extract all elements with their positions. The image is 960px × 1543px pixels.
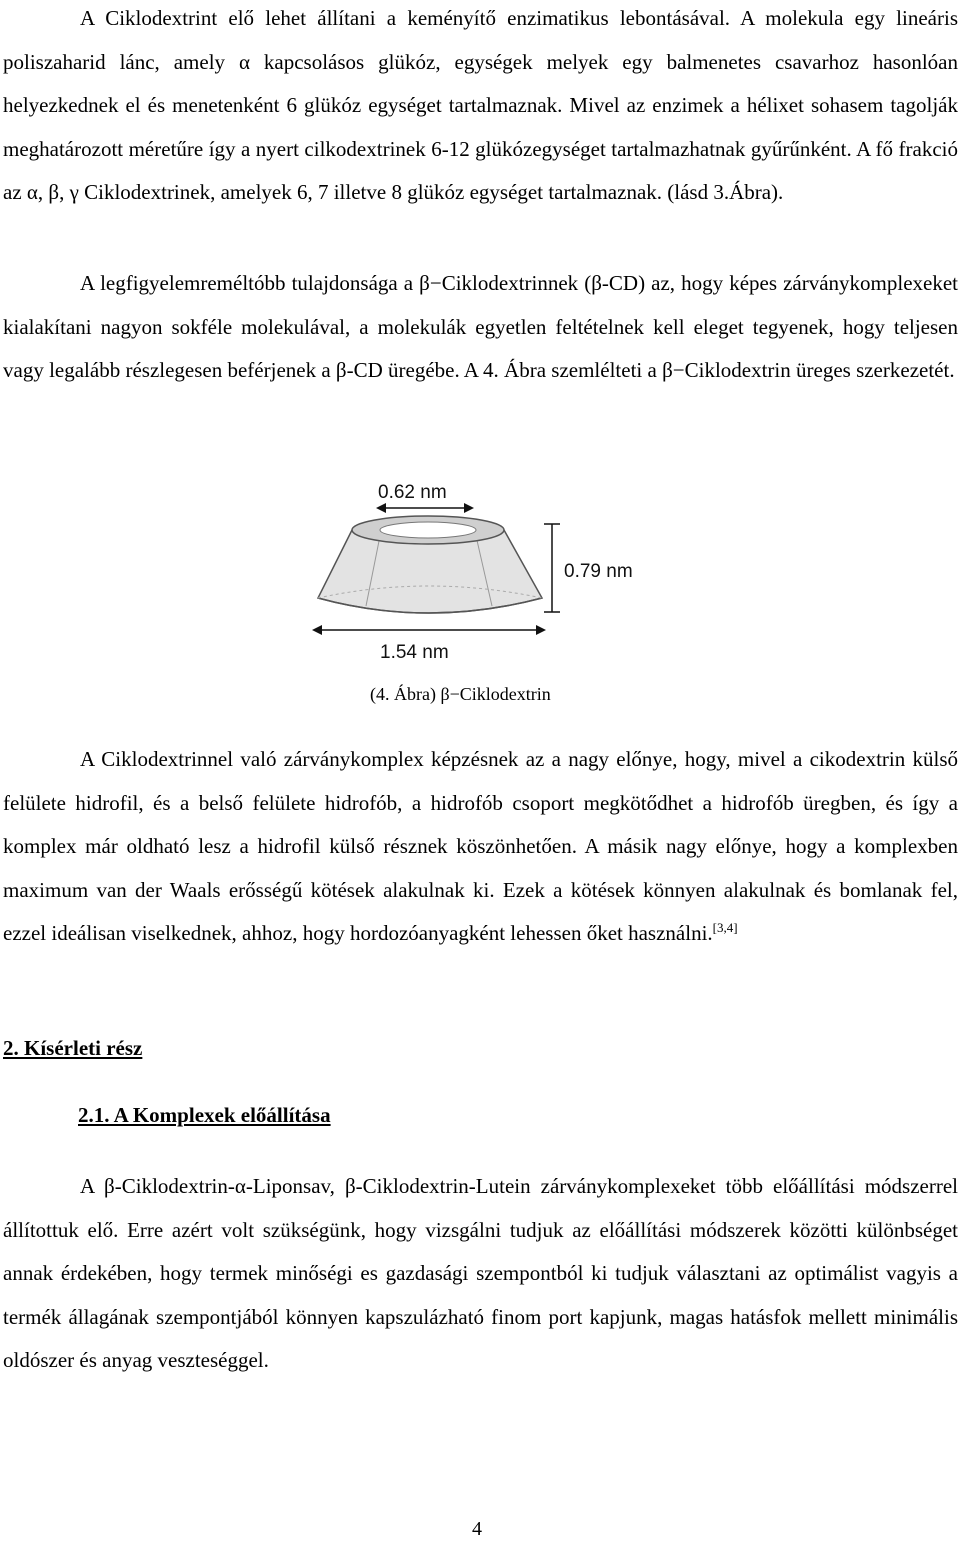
paragraph-beta-cd-inclusion: A legfigyelemreméltóbb tulajdonsága a β−Ciklodextrinnek (β-CD) az, hogy képes zárványkomplexeket kialakítani nagyon sokféle molekulával, a molekulák egyetlen feltételnek kell eleget tegyenek, hogy teljesen vagy legalább részlegesen beférjenek a β-CD üregébe. A 4. Ábra szemlélteti a β−Ciklodextrin üreges szerkezetét. bbox=[3, 271, 958, 382]
bottom-width-label: 1.54 nm bbox=[380, 642, 449, 663]
paragraph-cyclodextrin-production: A Ciklodextrint elő lehet állítani a keményítő enzimatikus lebontásával. A molekula egy lineáris poliszaharid lánc, amely α kapcsolásos glükóz, egységek melyek egy balmenetes csavarhoz hasonlóan helyezkednek el és menetenként 6 glükóz egységet tartalmaznak. Mivel az enzimek a hélixet sohasem tagolják meghatározott méretűre így a nyert cilkodextrinek 6-12 glükózegységet tartalmazhatnak gyűrűnként. A fő frakció az α, β, γ Ciklodextrinek, amelyek 6, 7 illetve 8 glükóz egységet tartalmaznak. (lásd 3.Ábra). bbox=[3, 6, 958, 204]
paragraph-inclusion-advantages: A Ciklodextrinnel való zárványkomplex képzésnek az a nagy előnye, hogy, mivel a cikodextrin külső felülete hidrofil, és a belső felülete hidrofób, a hidrofób csoport megkötődhet a hidrofób üregben, és így a komplex már oldható lesz a hidrofil külső résznek köszönhetően. A másik nagy előnye, hogy a komplexben maximum van der Waals erősségű kötések alakulnak ki. Ezek a kötések könnyen alakulnak és bomlanak fel, ezzel ideálisan viselkednek, ahhoz, hogy hordozóanyagként lehessen őket használni.[3,4] bbox=[3, 747, 958, 945]
top-arrow-right bbox=[464, 503, 474, 513]
bottom-arrow-left bbox=[312, 625, 322, 635]
reference-superscript: [3,4] bbox=[712, 920, 738, 935]
figure-caption: (4. Ábra) β−Ciklodextrin bbox=[370, 684, 551, 704]
top-arrow-left bbox=[376, 503, 386, 513]
cone-top-opening bbox=[380, 522, 476, 538]
height-label: 0.79 nm bbox=[564, 561, 633, 582]
subsection-heading-complex-preparation: 2.1. A Komplexek előállítása bbox=[78, 1103, 331, 1127]
bottom-arrow-right bbox=[536, 625, 546, 635]
section-heading-experimental: 2. Kísérleti rész bbox=[3, 1036, 143, 1060]
paragraph-preparation-methods: A β-Ciklodextrin-α-Liponsav, β-Ciklodextrin-Lutein zárványkomplexeket több előállítási módszerrel állítottuk elő. Erre azért volt szükségünk, hogy vizsgálni tudjuk az előállítási módszerek közötti különbséget annak érdekében, hogy termek minőségi es gazdasági szempontból ki tudjuk választani az optimálist vagyis a termék állagának szempontjából könnyen kapszulázható finom port kapjunk, magas hatásfok mellett minimális oldószer és anyag veszteséggel. bbox=[3, 1174, 958, 1372]
beta-cyclodextrin-figure bbox=[310, 478, 670, 668]
cyclodextrin-cone-diagram bbox=[310, 478, 670, 668]
top-width-label: 0.62 nm bbox=[378, 482, 447, 503]
page-number: 4 bbox=[472, 1518, 482, 1540]
